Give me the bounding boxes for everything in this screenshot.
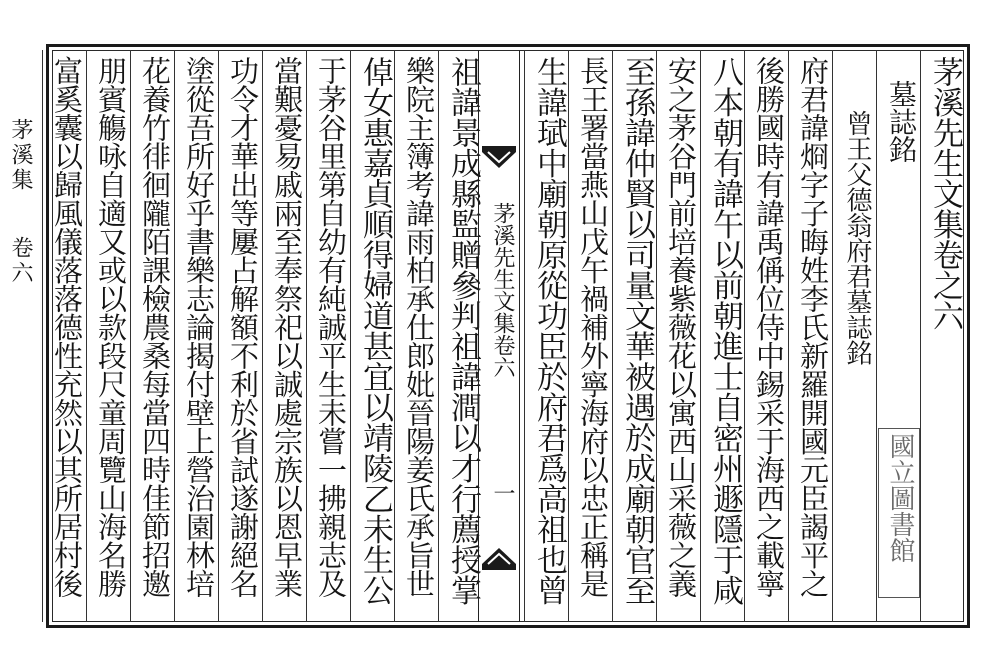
column-text: 功令才華出等屢占解額不利於省試遂謝絕名: [226, 56, 260, 598]
column-text: 生諱珷中廟朝原從功臣於府君爲高祖也曾: [531, 56, 567, 605]
text-column: [218, 50, 262, 622]
text-column: [130, 50, 174, 622]
column-text: 墓誌銘: [885, 80, 918, 163]
column-text: 倬女惠嘉貞順得婦道甚宜以靖陵乙未生公: [357, 56, 393, 605]
text-column: [42, 50, 86, 622]
center-title: 茅溪先生文集卷六: [490, 202, 515, 378]
text-column: [262, 50, 306, 622]
column-text: 于茅谷里第自幼有純誠平生未嘗一拂親志及: [314, 56, 348, 598]
library-seal-stamp: [878, 428, 920, 598]
text-column: [700, 50, 744, 622]
lower-fish-tail-icon: [482, 540, 516, 570]
column-text: 塗從吾所好乎書樂志論揭付壁上營治園林培: [182, 56, 216, 598]
column-text: 祖諱景成縣監贈參判祖諱澗以才行薦授掌: [445, 56, 481, 605]
column-text: 花養竹徘徊隴陌課檢農桑每當四時佳節招邀: [138, 56, 172, 598]
text-column: [394, 50, 438, 622]
column-text: 後勝國時有諱禹偁位侍中錫采于海西之載寧: [752, 56, 786, 598]
column-text: 長王署當燕山戊午禍補外寧海府以忠正稱是: [576, 56, 610, 598]
side-book-title: 茅溪集: [8, 118, 33, 193]
text-column: [568, 50, 612, 622]
column-text: 當艱憂易戚兩至奉祭祀以誠處宗族以恩早業: [270, 56, 304, 598]
text-column: [920, 50, 964, 622]
text-column: [788, 50, 832, 622]
column-text: 樂院主簿考諱雨柏承仕郎妣晉陽姜氏承旨世: [402, 56, 436, 598]
text-column: [306, 50, 350, 622]
seal-text: 國立圖書館: [885, 433, 915, 563]
column-text: 茅溪先生文集卷之六: [927, 56, 963, 331]
text-column: [612, 50, 656, 622]
column-text: 富奚囊以歸風儀落落德性充然以其所居村後: [50, 56, 84, 598]
text-column: [86, 50, 130, 622]
center-fold-column: [478, 50, 520, 622]
text-column: [438, 50, 482, 622]
side-volume-label: 卷六: [8, 236, 33, 286]
text-column: [350, 50, 394, 622]
text-column: [744, 50, 788, 622]
text-column: [656, 50, 700, 622]
text-column: [524, 50, 568, 622]
text-column: [174, 50, 218, 622]
page-number: 一: [490, 482, 515, 504]
column-text: 八本朝有諱午以前朝進士自密州遯隱于咸: [707, 56, 743, 605]
column-text: 府君諱烱字子晦姓李氏新羅開國元臣謁平之: [796, 56, 830, 598]
text-column: [832, 50, 876, 622]
column-text: 朋賓觴咏自適又或以款段尺童周覽山海名勝: [94, 56, 128, 598]
column-text: 安之茅谷門前培養紫薇花以寓西山采薇之義: [664, 56, 698, 598]
upper-fish-tail-icon: [482, 146, 516, 176]
column-text: 曾王父德翁府君墓誌銘: [842, 110, 872, 365]
column-text: 至孫諱仲賢以司量文華被遇於成廟朝官至: [619, 56, 655, 605]
